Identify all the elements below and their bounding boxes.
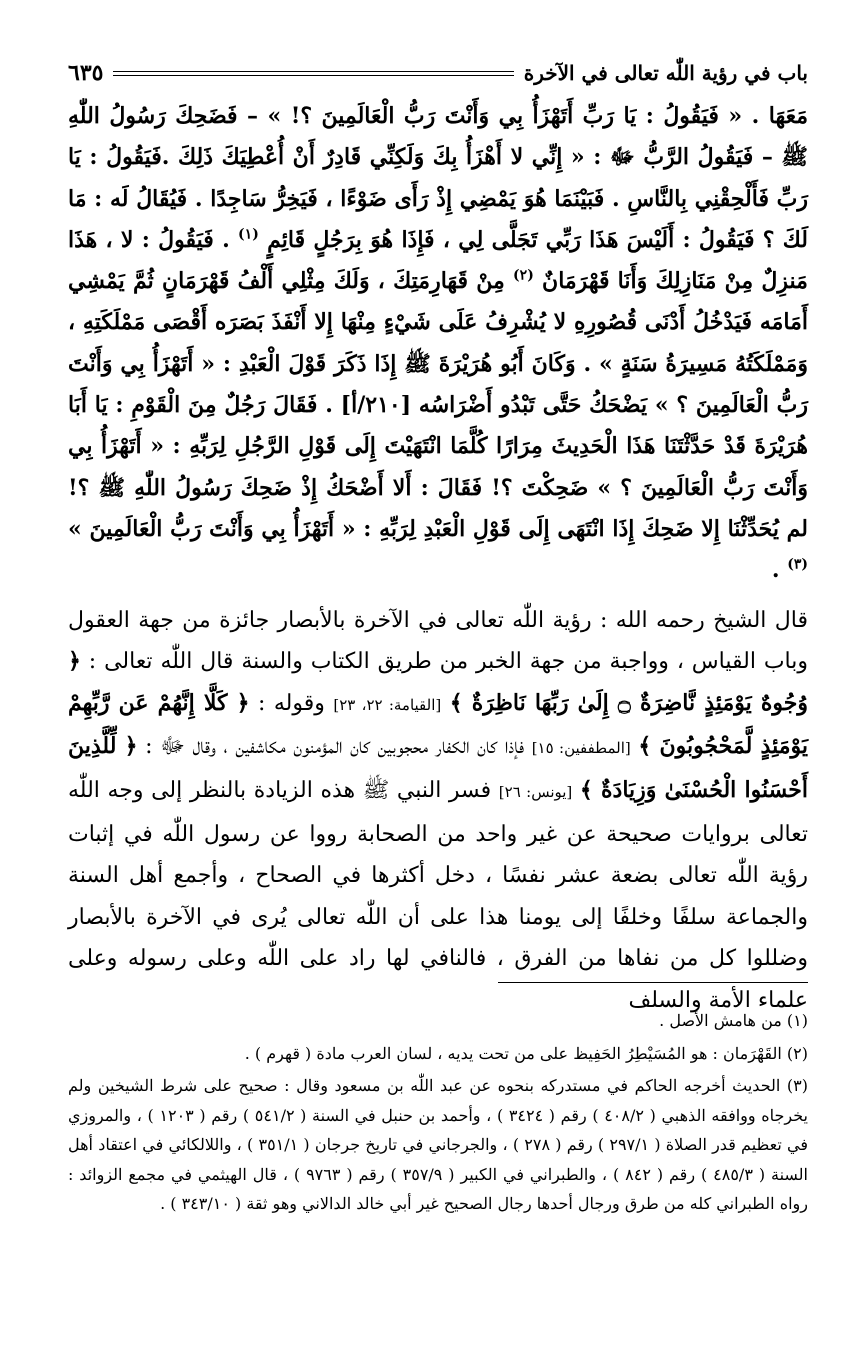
footnote-ref-3: (٣)	[787, 556, 808, 573]
footnote-3: (٣) الحديث أخرجه الحاكم في مستدركه بنحوه عن عبد اللّٰه بن مسعود وقال : صحيح على شرط الشيخين ولم يخرجاه ووافقه الذهبي ( ٤٠٨/٢ ) رقم ( ٣٤٢٤ ) ، وأحمد بن حنبل في السنة ( ٥٤١/٢ ) رقم ( ١٢٠٣ ) ، والمروزي في تعظيم قدر الصلاة ( ٢٩٧/١ ) رقم ( ٢٧٨ ) ، والجرجاني في تاريخ جرجان ( ٣٥١/١ ) ، واللالكائي في اعتقاد أهل السنة ( ٤٨٥/٣ ) رقم ( ٨٤٢ ) ، والطبراني في الكبير ( ٣٥٧/٩ ) رقم ( ٩٧٦٣ ) ، قال الهيثمي في مجمع الزوائد : رواه الطبراني كله من طرق ورجال أحدها رجال الصحيح غير أبي خالد الدالاني وهو ثقة ( ٣٤٣/١٠ ) .	[68, 1076, 809, 1213]
page-number: ٦٣٥	[68, 60, 104, 86]
commentary-text-4: فسر النبي ﷺ هذه الزيادة بالنظر إلى وجه اللّٰه تعالى بروايات صحيحة عن غير واحد من الصحابة رووا عن رسول اللّٰه في إثبات رؤية اللّٰه تعالى بضعة عشر نفسًا ، دخل أكثرها في الصحاح ، وأجمع أهل السنة والجماعة سلفًا وخلفًا إلى يومنا هذا على أن اللّٰه تعالى يُرى في الآخرة بالأبصار وضللوا كل من نفاها من الفرق ، فالنافي لها راد على اللّٰه وعلى رسوله وعلى علماء الأمة والسلف	[68, 777, 808, 1013]
quran-verse-1: ﴿ وُجُوهٌ يَوْمَئِذٍ نَّاضِرَةٌ ۝ إِلَىٰ رَبِّهَا نَاظِرَةٌ ﴾	[68, 648, 808, 716]
hadith-paragraph	[68, 96, 808, 592]
verse-reference-1: [القيامة: ٢٢، ٢٣]	[333, 695, 442, 714]
main-text	[68, 96, 808, 1022]
running-header	[68, 56, 808, 90]
chapter-title: باب في رؤية اللّٰه تعالى في الآخرة	[523, 61, 808, 85]
footnote-ref-2: (٢)	[513, 267, 534, 284]
hadith-text-part-1: مَعَهَا . « فَيَقُولُ : يَا رَبِّ أَتَهْزَأُ بِي وَأَنْتَ رَبُّ الْعَالَمِينَ ؟! » – فَضَحِكَ رَسُولُ اللّٰهِ ﷺ – فَيَقُولُ الرَّبُّ ﷻ : « إِنِّي لا أَهْزَأُ بِكَ وَلَكِنِّي قَادِرٌ أَنْ أُعْطِيَكَ ذَلِكَ .فَيَقُولُ : يَا رَبِّ فَأَلْحِقْنِي بِالنَّاسِ . فَبَيْنَمَا هُوَ يَمْضِي إِذْ رَأَى ضَوْءًا ، فَيَخِرُّ سَاجِدًا . فَيُقَالُ لَه : مَا لَكَ ؟ فَيَقُولُ : أَلَيْسَ هَذَا رَبِّي تَجَلَّى لِي ، فَإِذَا هُوَ بِرَجُلٍ قَائِمٍ	[68, 103, 809, 253]
header-rule	[113, 71, 513, 76]
footnote-ref-1: (١)	[238, 226, 259, 243]
footnote-separator	[498, 982, 808, 983]
verse-reference-2: [المطففين: ١٥]	[531, 739, 631, 758]
footnotes	[68, 1006, 808, 1222]
book-page	[68, 0, 808, 1359]
quran-verse-2: ﴿ كَلَّا إِنَّهُمْ عَن رَّبِّهِمْ يَوْمَئِذٍ لَّمَحْجُوبُونَ ﴾	[68, 689, 808, 760]
commentary-text-2: وقوله :	[257, 690, 325, 716]
hadith-text-part-2: . فَيَقُولُ : لا ، هَذَا مَنزِلٌ مِنْ مَنَازِلِكَ وَأَنَا قَهْرَمَانٌ	[68, 226, 808, 295]
hadith-text-part-3: مِنْ قَهَارِمَتِكَ ، وَلَكَ مِثْلِي أَلْفُ قَهْرَمَانٍ ثُمَّ يَمْشِي أَمَامَه فَيَدْخُلُ أَدْنَى قُصُورِهِ لا يُشْرِفُ عَلَى شَيْءٍ مِنْهَا إِلا أَنْفَذَ بَصَرَه أَقْصَى مَمْلَكَتِهِ ، وَمَمْلَكَتُهُ مَسِيرَةُ سَنَةٍ » . وَكَانَ أَبُو هُرَيْرَةَ ﷺ إِذَا ذَكَرَ قَوْلَ الْعَبْدِ : « أَتَهْزَأُ بِي وَأَنْتَ رَبُّ الْعَالَمِينَ ؟ » يَضْحَكُ حَتَّى تَبْدُو أَضْرَاسُه [٢١٠/أ] . فَقَالَ رَجُلٌ مِنَ الْقَوْمِ : يَا أَبَا هُرَيْرَةَ قَدْ حَدَّثْتَنَا هَذَا الْحَدِيثَ مِرَارًا كُلَّمَا انْتَهَيْتَ إِلَى قَوْلِ الرَّجُلِ لِرَبِّهِ : « أَتَهْزَأُ بِي وَأَنْتَ رَبُّ الْعَالَمِينَ ؟ » ضَحِكْتَ ؟! فَقَالَ : أَلا أَضْحَكُ إِذْ ضَحِكَ رَسُولُ اللّٰهِ ﷺ ؟! لم يُحَدِّثْنَا إِلا ضَحِكَ إِذَا انْتَهَى إِلَى قَوْلِ الْعَبْدِ لِرَبِّهِ : « أَتَهْزَأُ بِي وَأَنْتَ رَبُّ الْعَالَمِينَ »	[68, 268, 808, 542]
verse-reference-3: [يونس: ٢٦]	[498, 782, 573, 801]
footnote-1: (١) من هامش الأصل .	[659, 1011, 808, 1030]
commentary-paragraph	[68, 600, 808, 1022]
quran-verse-3: ﴿ لِّلَّذِينَ أَحْسَنُوا الْحُسْنَىٰ وَزِيَادَةٌ ﴾	[68, 733, 808, 803]
commentary-text-1: قال الشيخ رحمه الله : رؤية اللّٰه تعالى في الآخرة بالأبصار جائزة من جهة العقول وباب القياس ، وواجبة من جهة الخبر من طريق الكتاب والسنة قال اللّٰه تعالى :	[68, 607, 808, 675]
footnote-2: (٢) القَهْرَمان : هو المُسَيْطِرُ الحَفِيظ على من تحت يديه ، لسان العرب مادة ( قهرم ) .	[244, 1043, 808, 1063]
hadith-end: .	[771, 557, 780, 584]
commentary-text-3: فإذا كان الكفار محجوبين كان المؤمنون مكاشفين ، وقال ﷻ :	[145, 734, 525, 760]
